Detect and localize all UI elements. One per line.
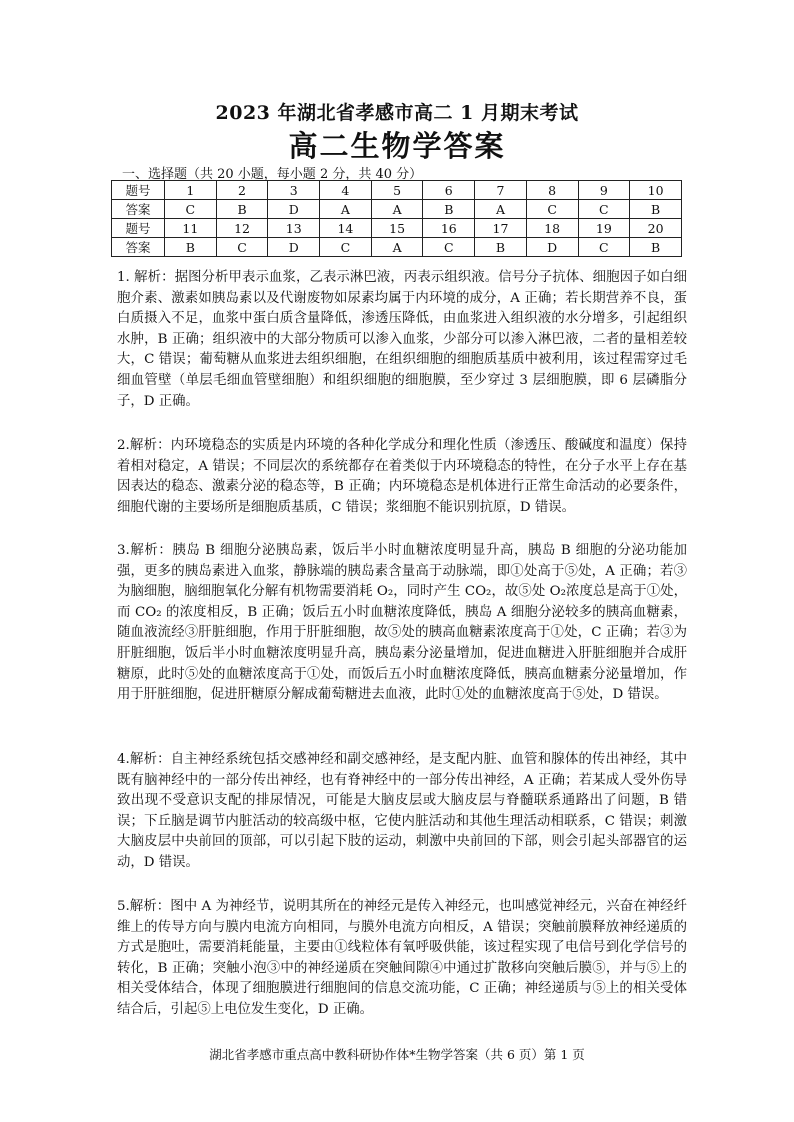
answer-cell: B <box>165 238 217 257</box>
question-number: 4 <box>320 181 372 200</box>
question-number: 12 <box>216 219 268 238</box>
exam-title: 2023 年湖北省孝感市高二 1 月期末考试 <box>215 102 579 124</box>
question-number: 8 <box>526 181 578 200</box>
question-number-row <box>112 181 682 200</box>
question-number: 17 <box>475 219 527 238</box>
explanation-1: 1. 解析：据图分析甲表示血浆，乙表示淋巴液，丙表示组织液。信号分子抗体、细胞因子如白细胞介素、激素如胰岛素以及代谢废物如尿素均属于内环境的成分，A 正确；若长期营养不良，蛋白质摄入不足，血浆中蛋白质含量降低，渗透压降低，由血浆进入组织液的水分增多，引起组织水肿，B 正确；组织液中的大部分物质可以渗入血浆，少部分可以渗入淋巴液，二者的量相差较大，C 错误；葡萄糖从血浆进去组织细胞，在组织细胞的细胞质基质中被利用，该过程需穿过毛细血管壁（单层毛细血管壁细胞）和组织细胞的细胞膜，至少穿过 3 层细胞膜，即 6 层磷脂分子，D 正确。 <box>117 270 687 409</box>
answer-cell: C <box>526 200 578 219</box>
answer-cell: B <box>475 238 527 257</box>
question-number-row <box>112 219 682 238</box>
answer-cell: C <box>216 238 268 257</box>
question-number: 1 <box>165 181 217 200</box>
question-number: 11 <box>165 219 217 238</box>
explanation-4: 4.解析：自主神经系统包括交感神经和副交感神经，是支配内脏、血管和腺体的传出神经，其中既有脑神经中的一部分传出神经，也有脊神经中的一部分传出神经，A 正确；若某成人受外伤导致出现不受意识支配的排尿情况，可能是大脑皮层或大脑皮层与脊髓联系通路出了问题，B 错误；下丘脑是调节内脏活动的较高级中枢，它使内脏活动和其他生理活动相联系，C 错误；刺激大脑皮层中央前回的顶部，可以引起下肢的运动，刺激中央前回的下部，则会引起头部器官的运动，D 错误。 <box>117 752 687 870</box>
row-label: 答案 <box>112 238 165 257</box>
answer-cell: A <box>320 200 372 219</box>
question-number: 10 <box>630 181 682 200</box>
question-number: 2 <box>216 181 268 200</box>
question-number: 9 <box>578 181 630 200</box>
answer-cell: A <box>371 200 423 219</box>
question-number: 14 <box>320 219 372 238</box>
row-label: 题号 <box>112 219 165 238</box>
question-number: 13 <box>268 219 320 238</box>
answer-cell: B <box>630 238 682 257</box>
explanation-3: 3.解析：胰岛 B 细胞分泌胰岛素，饭后半小时血糖浓度明显升高，胰岛 B 细胞的分泌功能加强，更多的胰岛素进入血浆，静脉端的胰岛素含量高于动脉端，即①处高于⑤处，A 正确；若③为脑细胞，脑细胞氧化分解有机物需要消耗 O₂，同时产生 CO₂，故⑤处 O₂浓度总是高于①处，而 CO₂ 的浓度相反，B 正确；饭后五小时血糖浓度降低，胰岛 A 细胞分泌较多的胰高血糖素，随血液流经③肝脏细胞，作用于肝脏细胞，故⑤处的胰高血糖素浓度高于①处，C 正确；若③为肝脏细胞，饭后半小时血糖浓度明显升高，胰岛素分泌量增加，促进血糖进入肝脏细胞并合成肝糖原，此时⑤处的血糖浓度高于①处，而饭后五小时血糖浓度降低，胰高血糖素分泌量增加，作用于肝脏细胞，促进肝糖原分解成葡萄糖进去血液，此时①处的血糖浓度高于⑤处，D 错误。 <box>117 543 687 703</box>
question-number: 20 <box>630 219 682 238</box>
answer-cell: B <box>423 200 475 219</box>
answer-cell: B <box>630 200 682 219</box>
question-number: 5 <box>371 181 423 200</box>
question-number: 18 <box>526 219 578 238</box>
answer-cell: A <box>371 238 423 257</box>
subject-title: 高二生物学答案 <box>288 129 506 163</box>
explanation-2: 2.解析：内环境稳态的实质是内环境的各种化学成分和理化性质（渗透压、酸碱度和温度）保持着相对稳定，A 错误；不同层次的系统都存在着类似于内环境稳态的特性，在分子水平上存在基因表达的稳态、激素分泌的稳态等，B 正确；内环境稳态是机体进行正常生命活动的必要条件，细胞代谢的主要场所是细胞质基质，C 错误；浆细胞不能识别抗原，D 错误。 <box>117 438 687 515</box>
answer-cell: C <box>165 200 217 219</box>
answer-row <box>112 238 682 257</box>
question-number: 7 <box>475 181 527 200</box>
row-label: 题号 <box>112 181 165 200</box>
answer-cell: A <box>475 200 527 219</box>
answer-cell: D <box>268 200 320 219</box>
answer-cell: D <box>268 238 320 257</box>
explanation-5: 5.解析：图中 A 为神经节，说明其所在的神经元是传入神经元，也叫感觉神经元，兴奋在神经纤维上的传导方向与膜内电流方向相同，与膜外电流方向相反，A 错误；突触前膜释放神经递质的方式是胞吐，需要消耗能量，主要由①线粒体有氧呼吸供能，该过程实现了电信号到化学信号的转化，B 正确；突触小泡③中的神经递质在突触间隙④中通过扩散移向突触后膜⑤，并与⑤上的相关受体结合，体现了细胞膜进行细胞间的信息交流功能，C 正确；神经递质与⑤上的相关受体结合后，引起⑤上电位发生变化，D 正确。 <box>117 899 687 1017</box>
answer-cell: C <box>320 238 372 257</box>
question-number: 6 <box>423 181 475 200</box>
question-number: 3 <box>268 181 320 200</box>
section-heading: 一、选择题（共 20 小题，每小题 2 分，共 40 分） <box>122 167 423 182</box>
answer-cell: C <box>578 200 630 219</box>
answer-row <box>112 200 682 219</box>
row-label: 答案 <box>112 200 165 219</box>
answer-table <box>111 180 682 257</box>
answer-cell: C <box>578 238 630 257</box>
question-number: 15 <box>371 219 423 238</box>
question-number: 19 <box>578 219 630 238</box>
page-footer: 湖北省孝感市重点高中教科研协作体*生物学答案（共 6 页）第 1 页 <box>209 1047 585 1062</box>
answer-cell: C <box>423 238 475 257</box>
answer-cell: D <box>526 238 578 257</box>
answer-cell: B <box>216 200 268 219</box>
question-number: 16 <box>423 219 475 238</box>
